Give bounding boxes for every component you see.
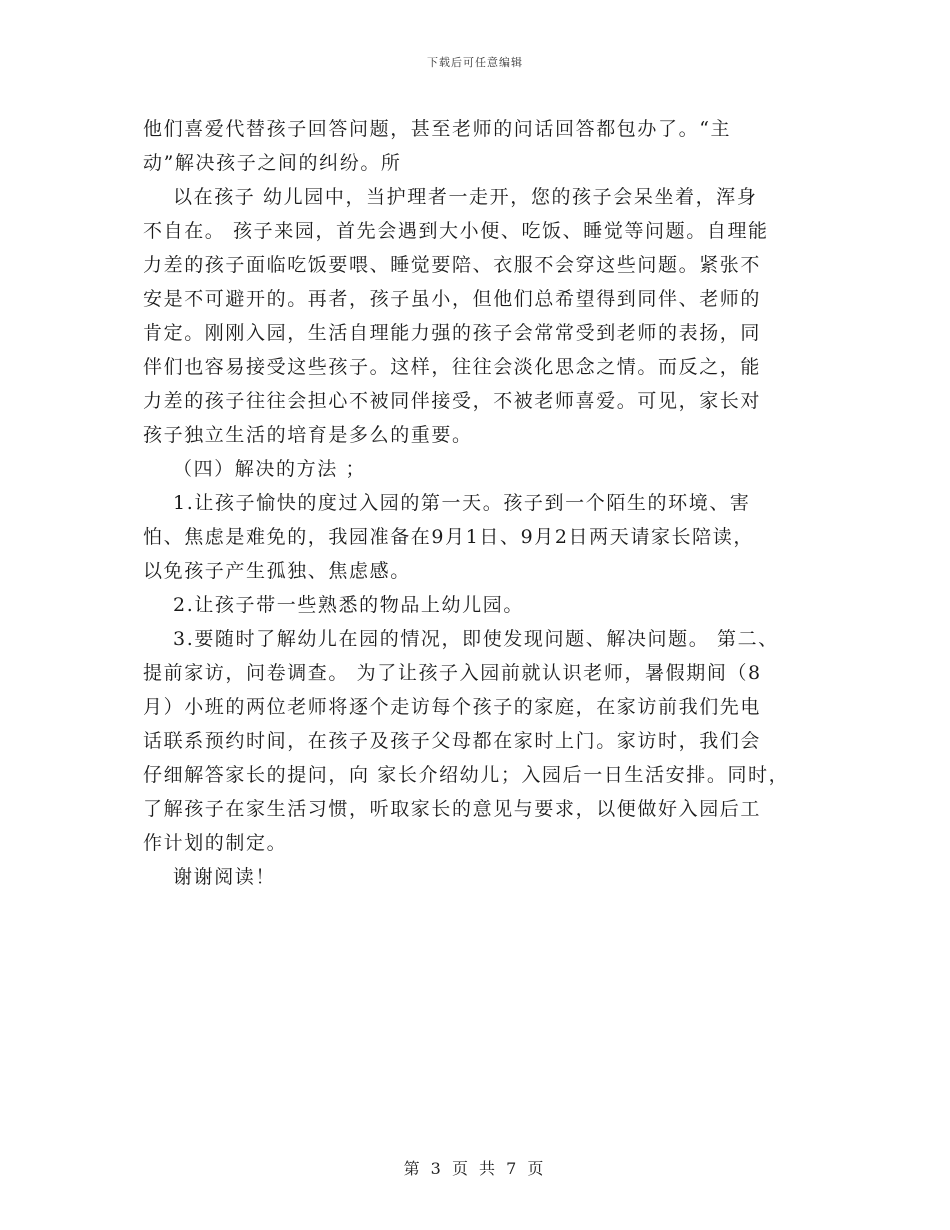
text-line: 不自在。 孩子来园，首先会遇到大小便、吃饭、睡觉等问题。自理能 bbox=[143, 220, 769, 242]
text-line: 肯定。刚刚入园，生活自理能力强的孩子会常常受到老师的表扬，同 bbox=[143, 322, 762, 344]
text-line: 1.让孩子愉快的度过入园的第一天。孩子到一个陌生的环境、害 bbox=[173, 492, 751, 514]
text-line: 3.要随时了解幼儿在园的情况，即使发现问题、解决问题。 第二、 bbox=[173, 628, 779, 650]
text-line: 话联系预约时间，在孩子及孩子父母都在家时上门。家访时，我们会 bbox=[143, 730, 762, 752]
text-line: 提前家访，问卷调查。 为了让孩子入园前就认识老师，暑假期间（8 bbox=[143, 662, 762, 684]
text-line: 2.让孩子带一些熟悉的物品上幼儿园。 bbox=[173, 594, 524, 616]
text-line: 他们喜爱代替孩子回答问题，甚至老师的问话回答都包办了。“主 bbox=[143, 118, 732, 140]
page-header: 下载后可任意编辑 bbox=[427, 56, 523, 69]
text-line: 安是不可避开的。再者，孩子虽小，但他们总希望得到同伴、老师的 bbox=[143, 288, 762, 310]
text-line: 了解孩子在家生活习惯，听取家长的意见与要求，以便做好入园后工 bbox=[143, 798, 762, 820]
text-line: 孩子独立生活的培育是多么的重要。 bbox=[143, 424, 473, 446]
section-heading: （四）解决的方法 ； bbox=[173, 458, 367, 480]
text-line: 力差的孩子面临吃饭要喂、睡觉要陪、衣服不会穿这些问题。紧张不 bbox=[143, 254, 762, 276]
text-line: 月）小班的两位老师将逐个走访每个孩子的家庭，在家访前我们先电 bbox=[143, 696, 762, 718]
text-line: 作计划的制定。 bbox=[143, 832, 288, 854]
text-line: 怕、焦虑是难免的，我园准备在9月1日、9月2日两天请家长陪读， bbox=[143, 526, 754, 548]
body-text bbox=[143, 112, 843, 894]
text-line: 动”解决孩子之间的纠纷。所 bbox=[143, 152, 402, 174]
text-line: 仔细解答家长的提问，向 家长介绍幼儿；入园后一日生活安排。同时， bbox=[143, 764, 790, 786]
closing-line: 谢谢阅读！ bbox=[173, 866, 277, 888]
text-line: 以在孩子 幼儿园中，当护理者一走开，您的孩子会呆坐着，浑身 bbox=[173, 186, 758, 208]
text-line: 伴们也容易接受这些孩子。这样，往往会淡化思念之情。而反之，能 bbox=[143, 356, 762, 378]
page-number: 第 3 页 共 7 页 bbox=[403, 1159, 547, 1178]
text-line: 力差的孩子往往会担心不被同伴接受，不被老师喜爱。可见，家长对 bbox=[143, 390, 762, 412]
text-line: 以免孩子产生孤独、焦虑感。 bbox=[143, 560, 411, 582]
